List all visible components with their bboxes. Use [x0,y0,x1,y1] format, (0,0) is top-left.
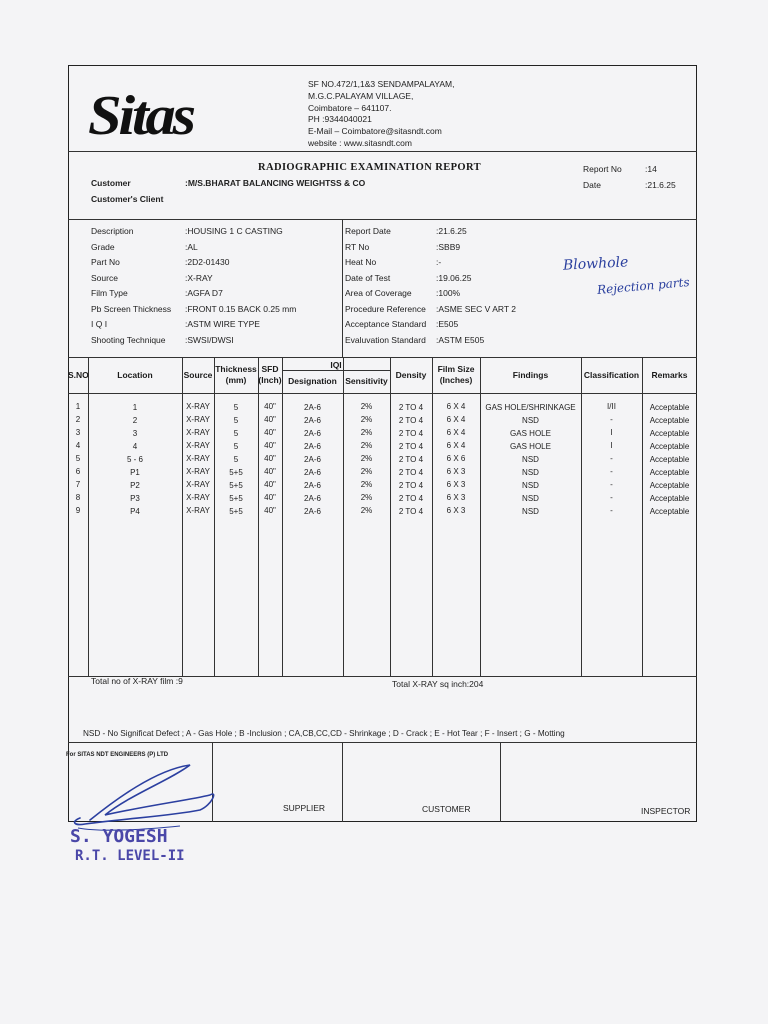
table-cell: 2 TO 4 [398,507,424,516]
divider [68,742,697,743]
handwritten-note: Rejection parts [596,274,691,298]
table-cell: 2% [360,493,373,502]
table-header-remarks: Remarks [651,370,688,380]
table-cell: 8 [75,493,81,502]
table-cell: 2% [360,428,373,437]
detail-label: Report Date [345,226,391,236]
table-cell: Acceptable [649,494,690,503]
detail-value: :AL [185,241,198,252]
table-cell: 5+5 [229,481,243,490]
table-cell: 2A-6 [304,429,321,438]
detail-label: Evaluvation Standard [345,334,426,345]
table-header-designation: Designation [288,376,337,386]
table-cell: 2% [360,454,373,463]
detail-label: Area of Coverage [345,288,412,298]
table-cell: Acceptable [649,468,690,477]
table-cell: Acceptable [649,403,690,412]
table-cell: 2 TO 4 [398,481,424,490]
table-cell: GAS HOLE [510,429,551,438]
table-cell: - [610,506,613,515]
detail-value: :E505 [436,319,459,329]
divider [68,357,697,358]
address-line: Coimbatore – 641107. [308,102,392,113]
table-cell: 2A-6 [304,507,321,516]
table-cell: 6 X 6 [446,454,466,463]
table-cell: 5+5 [229,494,243,503]
report-title: RADIOGRAPHIC EXAMINATION REPORT [258,162,482,173]
table-cell: - [610,454,613,463]
table-cell: 40" [264,467,276,476]
table-cell: - [610,493,613,502]
table-cell: 40" [264,506,276,515]
table-cell: Acceptable [649,429,690,438]
table-cell: 2 [132,416,138,425]
table-cell: 2 TO 4 [398,442,424,451]
detail-label: Shooting Technique [91,334,166,345]
detail-label: Description [91,226,134,236]
table-header-sno: S.NO [68,370,89,380]
table-header-sfd: SFD (Inch) [258,364,282,385]
table-cell: 6 X 4 [446,402,466,411]
table-cell: 40" [264,441,276,450]
table-cell: GAS HOLE [510,442,551,451]
detail-label: Part No [91,257,120,267]
company-logo: Sitas [88,85,193,147]
table-cell: 2 TO 4 [398,494,424,503]
detail-value: :HOUSING 1 C CASTING [185,226,283,236]
table-cell: 40" [264,402,276,411]
table-cell: X-RAY [186,402,210,411]
table-cell: GAS HOLE/SHRINKAGE [485,403,576,412]
supplier-label: SUPPLIER [283,803,326,813]
table-cell: Acceptable [649,442,690,451]
table-cell: Acceptable [649,455,690,464]
table-cell: 2% [360,480,373,489]
table-cell: 5 [233,455,239,464]
table-cell: 2 TO 4 [398,416,424,425]
table-cell: 5 [233,416,239,425]
table-cell: 2 TO 4 [398,429,424,438]
table-cell: 2A-6 [304,403,321,412]
table-header-sensitivity: Sensitivity [345,376,388,386]
table-cell: P1 [130,468,140,477]
table-cell: 5 [233,429,239,438]
table-cell: Acceptable [649,416,690,425]
date-value: :21.6.25 [645,180,676,190]
table-cell: 2A-6 [304,442,321,451]
table-cell: 2 TO 4 [398,403,424,412]
table-cell: 4 [132,442,138,451]
table-cell: 5+5 [229,507,243,516]
table-cell: 1 [132,403,138,412]
address-line: M.G.C.PALAYAM VILLAGE, [308,90,414,101]
table-cell: 2% [360,415,373,424]
divider [342,742,343,822]
table-cell: X-RAY [186,428,210,437]
divider [500,742,501,822]
table-cell: 2% [360,441,373,450]
table-cell: Acceptable [649,507,690,516]
table-cell: 5+5 [229,468,243,477]
detail-label: Date of Test [345,272,391,283]
table-cell: X-RAY [186,441,210,450]
table-cell: 2 [75,415,81,424]
detail-value: :100% [436,288,461,298]
detail-value: :- [436,257,442,267]
detail-value: :ASTM E505 [436,334,485,345]
table-cell: 2A-6 [304,481,321,490]
signature-image [60,760,230,835]
table-cell: NSD [522,494,539,503]
table-cell: 3 [132,429,138,438]
report-no-value: :14 [645,164,657,174]
table-cell: 40" [264,415,276,424]
table-cell: NSD [522,416,539,425]
table-cell: 2A-6 [304,494,321,503]
table-cell: NSD [522,481,539,490]
table-cell: 6 X 4 [446,441,466,450]
customer-label: Customer [91,178,131,188]
detail-label: Acceptance Standard [345,319,427,329]
report-no-label: Report No [583,164,622,174]
address-line: website : www.sitasndt.com [308,137,412,148]
detail-label: Pb Screen Thickness [91,303,172,314]
table-cell: NSD [522,507,539,516]
address-line: PH :9344040021 [308,114,372,125]
detail-label: Procedure Reference [345,303,426,314]
divider [342,219,343,357]
table-cell: 5 [233,442,239,451]
table-cell: 4 [75,441,81,450]
detail-value: :2D2-01430 [185,257,230,267]
table-cell: I/II [607,402,616,411]
total-films: Total no of X-RAY film :9 [91,676,183,686]
table-cell: 6 X 3 [446,480,466,489]
table-cell: - [610,467,613,476]
table-cell: X-RAY [186,415,210,424]
detail-value: :X-RAY [185,272,213,283]
divider [68,219,697,220]
table-cell: 5 [75,454,81,463]
detail-value: :ASME SEC V ART 2 [436,303,516,314]
detail-label: I Q I [91,319,108,329]
detail-label: Grade [91,241,115,252]
total-sq-inch: Total X-RAY sq inch:204 [392,679,484,689]
table-cell: X-RAY [186,493,210,502]
table-cell: - [610,480,613,489]
table-header-classification: Classification [583,370,640,380]
table-cell: 2A-6 [304,416,321,425]
detail-value: :21.6.25 [436,226,467,236]
table-cell: 2 TO 4 [398,455,424,464]
table-cell: X-RAY [186,454,210,463]
table-cell: NSD [522,455,539,464]
company-address [308,79,454,150]
table-cell: 6 X 4 [446,428,466,437]
detail-value: :SWSI/DWSI [185,334,234,345]
inspector-stamp-level: R.T. LEVEL-II [75,848,185,864]
detail-value: :AGFA D7 [185,288,223,298]
address-line: SF NO.472/1,1&3 SENDAMPALAYAM, [308,79,455,89]
table-cell: 40" [264,480,276,489]
for-company-label: For SITAS NDT ENGINEERS (P) LTD [66,752,169,758]
table-cell: P3 [130,494,140,503]
detail-label: Source [91,272,118,283]
table-header-iqi: IQI [330,360,342,370]
detail-label: Heat No [345,257,377,267]
table-cell: 40" [264,428,276,437]
detail-value: :19.06.25 [436,272,472,283]
table-cell: P4 [130,507,140,516]
table-cell: 9 [75,506,81,515]
table-cell: 40" [264,493,276,502]
date-label: Date [583,180,601,190]
address-line: E-Mail – Coimbatore@sitasndt.com [308,126,442,137]
detail-value: :FRONT 0.15 BACK 0.25 mm [185,303,297,314]
table-cell: 6 X 3 [446,506,466,515]
table-cell: X-RAY [186,467,210,476]
table-cell: 1 [75,402,81,411]
table-cell: 2% [360,467,373,476]
table-cell: X-RAY [186,506,210,515]
legend: NSD - No Significat Defect ; A - Gas Hole ; B -Inclusion ; CA,CB,CC,CD - Shrinkage ; D - Crack ; E - Hot Tear ; F - Insert ; G - Motting [83,729,565,738]
table-cell: 6 X 3 [446,493,466,502]
detail-value: :ASTM WIRE TYPE [185,319,260,329]
table-cell: 2A-6 [304,468,321,477]
table-cell: 6 X 3 [446,467,466,476]
table-cell: I [610,441,613,450]
table-cell: 5 - 6 [126,455,143,464]
table-header-source: Source [183,370,213,380]
table-cell: 3 [75,428,81,437]
table-cell: 2% [360,402,373,411]
table-header-thickness: Thickness (mm) [215,364,257,385]
detail-value: :SBB9 [436,241,461,252]
table-cell: Acceptable [649,481,690,490]
table-cell: 2 TO 4 [398,468,424,477]
table-cell: 6 X 4 [446,415,466,424]
table-header-findings: Findings [512,370,549,380]
divider [68,151,697,152]
table-cell: - [610,415,613,424]
table-header-film-size: Film Size (Inches) [437,364,475,385]
table-cell: 2% [360,506,373,515]
inspector-stamp-name: S. YOGESH [70,826,168,847]
inspector-label: INSPECTOR [641,806,691,816]
table-header-density: Density [395,370,427,380]
table-cell: 5 [233,403,239,412]
customer-client-label: Customer's Client [91,194,164,204]
table-cell: 7 [75,480,81,489]
table-header-location: Location [117,370,153,380]
table-cell: 40" [264,454,276,463]
table-cell: 6 [75,467,81,476]
customer-value: :M/S.BHARAT BALANCING WEIGHTSS & CO [185,178,366,188]
table-cell: 2A-6 [304,455,321,464]
header-divider [68,393,697,394]
detail-label: RT No [345,241,370,252]
table-cell: X-RAY [186,480,210,489]
detail-label: Film Type [91,288,128,298]
table-cell: I [610,428,613,437]
customer-sign-label: CUSTOMER [422,804,471,814]
table-cell: P2 [130,481,140,490]
table-cell: NSD [522,468,539,477]
handwritten-note: Blowhole [562,254,629,274]
